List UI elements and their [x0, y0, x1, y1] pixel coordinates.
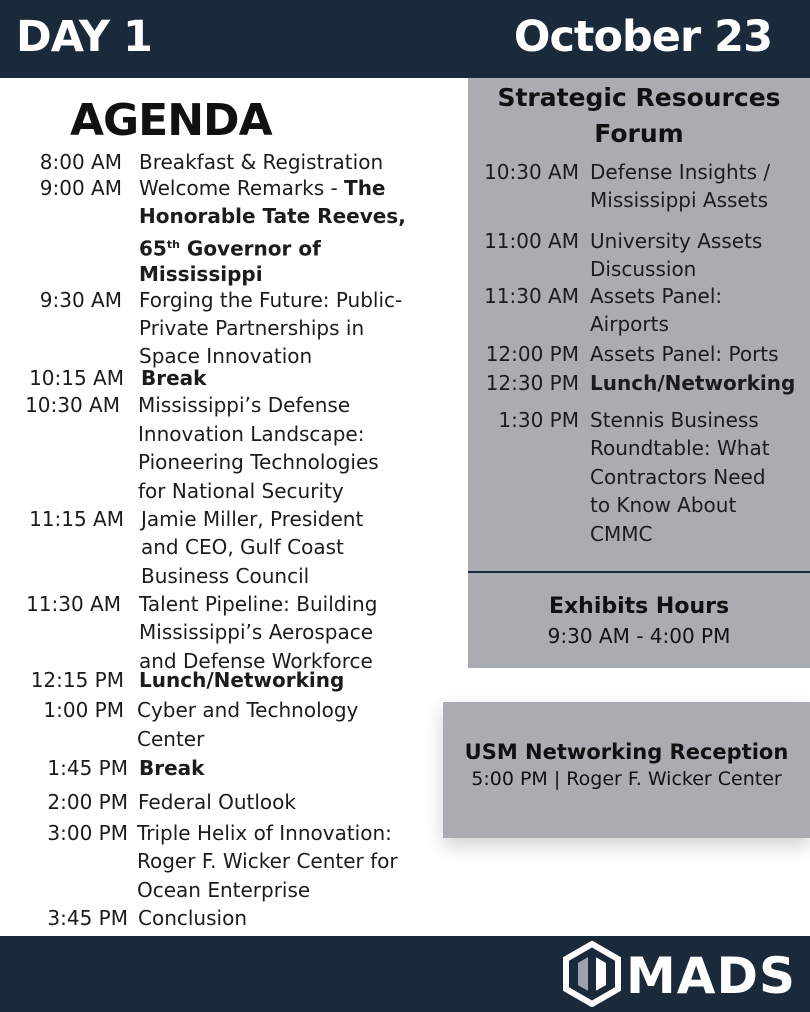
forum-desc: Defense Insights / [590, 160, 771, 184]
exhibits-time: 9:30 AM - 4:00 PM [547, 624, 731, 648]
agenda-desc: Talent Pipeline: Building [139, 592, 378, 616]
agenda-desc-bold: 65th Governor of [139, 236, 321, 261]
forum-desc: Discussion [590, 257, 697, 281]
mads-logo [562, 941, 796, 1007]
forum-time: 1:30 PM [498, 408, 579, 432]
forum-desc: Airports [590, 312, 669, 336]
agenda-time: 2:00 PM [47, 790, 128, 814]
agenda-desc: Federal Outlook [138, 790, 296, 814]
agenda-desc-bold: Lunch/Networking [139, 668, 345, 692]
forum-desc: Stennis Business [590, 408, 759, 432]
forum-panel [468, 78, 810, 668]
forum-time: 11:00 AM [484, 229, 579, 253]
forum-desc: Assets Panel: Ports [590, 342, 779, 366]
agenda-desc: Ocean Enterprise [137, 878, 311, 902]
agenda-title: AGENDA [70, 95, 272, 146]
forum-desc: Contractors Need [590, 465, 766, 489]
agenda-desc-bold: Break [141, 366, 207, 390]
agenda-desc: Innovation Landscape: [138, 422, 365, 446]
agenda-desc: Triple Helix of Innovation: [137, 821, 392, 845]
agenda-time: 3:45 PM [47, 906, 128, 930]
agenda-desc: Conclusion [138, 906, 247, 930]
agenda-desc: Business Council [141, 564, 310, 588]
forum-desc: CMMC [590, 522, 653, 546]
agenda-desc: Roger F. Wicker Center for [137, 849, 398, 873]
agenda-time: 3:00 PM [47, 821, 128, 845]
agenda-desc: Center [137, 727, 205, 751]
forum-desc: University Assets [590, 229, 763, 253]
forum-desc: Mississippi Assets [590, 188, 768, 212]
forum-desc-bold: Lunch/Networking [590, 371, 796, 395]
forum-divider [468, 571, 810, 573]
reception-box [443, 702, 810, 838]
forum-desc: Roundtable: What [590, 436, 770, 460]
agenda-desc: Pioneering Technologies [138, 450, 379, 474]
date-label: October 23 [513, 12, 772, 62]
reception-title: USM Networking Reception [464, 740, 789, 764]
agenda-desc: Mississippi’s Aerospace [139, 620, 374, 644]
agenda-desc: Space Innovation [139, 344, 313, 368]
agenda-time: 1:00 PM [43, 698, 124, 722]
agenda-desc: Cyber and Technology [137, 698, 359, 722]
agenda-time: 8:00 AM [39, 150, 122, 174]
forum-desc: to Know About [590, 493, 737, 517]
agenda-desc: Breakfast & Registration [139, 150, 384, 174]
mads-hexagon-logo-icon [562, 941, 622, 1007]
exhibits-title: Exhibits Hours [548, 594, 730, 619]
agenda-desc-bold: Honorable Tate Reeves, [139, 204, 406, 228]
agenda-desc: and Defense Workforce [139, 649, 373, 673]
agenda-time: 1:45 PM [47, 756, 128, 780]
reception-subtitle: 5:00 PM | Roger F. Wicker Center [471, 768, 782, 790]
agenda-time: 11:30 AM [26, 592, 121, 616]
agenda-desc: Private Partnerships in [139, 316, 365, 340]
agenda-desc: Welcome Remarks - The [139, 176, 386, 200]
agenda-time: 9:30 AM [39, 288, 122, 312]
forum-time: 12:00 PM [485, 342, 579, 366]
forum-title: Strategic Resources Forum [497, 83, 781, 148]
agenda-desc: and CEO, Gulf Coast [141, 535, 344, 559]
agenda-desc-bold: Break [139, 756, 205, 780]
header-bar [0, 0, 810, 78]
agenda-time: 9:00 AM [39, 176, 122, 200]
forum-time: 10:30 AM [484, 160, 579, 184]
forum-desc: Assets Panel: [590, 284, 723, 308]
agenda-time: 10:15 AM [29, 366, 124, 390]
agenda-desc: Forging the Future: Public- [139, 288, 403, 312]
forum-time: 11:30 AM [484, 284, 579, 308]
forum-time: 12:30 PM [485, 371, 579, 395]
agenda-desc: Mississippi’s Defense [138, 393, 351, 417]
agenda-time: 10:30 AM [25, 393, 120, 417]
agenda-time: 12:15 PM [30, 668, 124, 692]
agenda-time: 11:15 AM [29, 507, 124, 531]
day-label: DAY 1 [16, 12, 152, 62]
agenda-desc-bold: Mississippi [139, 262, 263, 286]
agenda-desc: for National Security [138, 479, 344, 503]
agenda-desc: Jamie Miller, President [141, 507, 364, 531]
logo-text: MADS [626, 947, 796, 1005]
